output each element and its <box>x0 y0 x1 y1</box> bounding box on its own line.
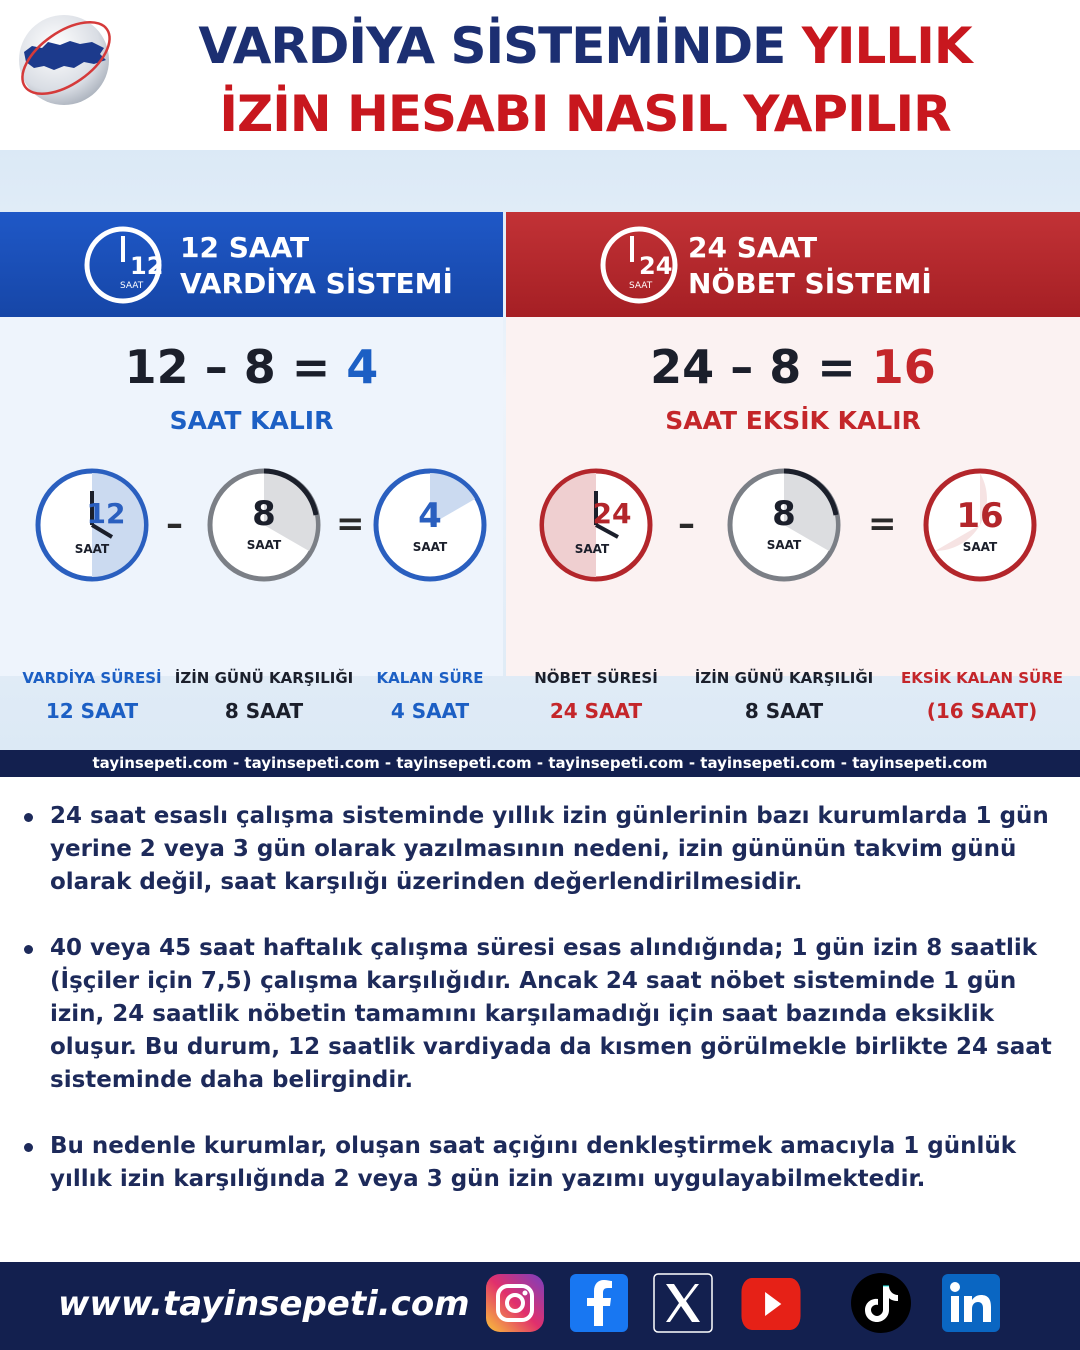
linkedin-icon[interactable] <box>940 1272 1002 1334</box>
clock-8-hours <box>204 465 324 585</box>
equals-sign: = <box>336 504 365 544</box>
clock-unit: SAAT <box>962 540 998 554</box>
clock-4-hours <box>370 465 490 585</box>
bullet-dot <box>24 945 33 954</box>
bullet-dot <box>24 813 33 822</box>
clock-unit: SAAT <box>74 542 110 556</box>
website-link[interactable]: www.tayinsepeti.com <box>58 1284 470 1324</box>
footer <box>0 1262 1080 1350</box>
formula-subtitle-12: SAAT KALIR <box>169 406 334 435</box>
panel-title-12: 12 SAAT VARDİYA SİSTEMİ <box>180 231 453 300</box>
clock-number: 16 <box>956 496 1004 536</box>
caption-leave-equivalent: İZİN GÜNÜ KARŞILIĞI 8 SAAT <box>174 669 354 723</box>
caption-leave-equivalent: İZİN GÜNÜ KARŞILIĞI 8 SAAT <box>694 669 874 723</box>
icon-number: 12 <box>130 252 164 280</box>
formula-12: 12 – 8 = 4 <box>124 340 379 394</box>
turkey-globe-logo <box>14 8 114 108</box>
clock-number: 4 <box>418 496 442 536</box>
clock-number: 12 <box>86 497 126 530</box>
panel-header-12 <box>0 212 503 317</box>
tiktok-icon[interactable] <box>850 1272 912 1334</box>
formula-result-24: 16 <box>871 340 936 394</box>
clock-unit: SAAT <box>766 538 802 552</box>
stopwatch-24-icon <box>596 222 682 308</box>
panel-24-hour-duty <box>506 212 1080 723</box>
infographic <box>0 150 1080 750</box>
equals-sign: = <box>868 504 897 544</box>
clock-unit: SAAT <box>412 540 448 554</box>
bullet-dot <box>24 1143 33 1152</box>
site-watermark-band: tayinsepeti.com - tayinsepeti.com - tayinsepeti.com - tayinsepeti.com - tayinsepeti.com - tayinsepeti.com <box>0 750 1080 777</box>
clock-unit: SAAT <box>246 538 282 552</box>
minus-sign: – <box>166 504 183 544</box>
clock-number: 8 <box>252 494 276 534</box>
caption-remaining: KALAN SÜRE 4 SAAT <box>376 669 484 723</box>
clock-unit: SAAT <box>574 542 610 556</box>
icon-unit: SAAT <box>629 281 653 291</box>
x-icon[interactable] <box>652 1272 714 1334</box>
formula-24: 24 – 8 = 16 <box>650 340 936 394</box>
header <box>0 0 1080 150</box>
formula-result-12: 4 <box>346 340 379 394</box>
caption-missing-remaining: EKSİK KALAN SÜRE (16 SAAT) <box>900 669 1064 723</box>
formula-subtitle-24: SAAT EKSİK KALIR <box>665 406 921 435</box>
caption-shift-duration: VARDİYA SÜRESİ 12 SAAT <box>22 669 162 723</box>
title-highlight: YILLIK <box>801 17 972 75</box>
stopwatch-12-icon <box>80 222 166 308</box>
clock-24-hours <box>536 465 656 585</box>
clock-number: 24 <box>592 497 632 530</box>
minus-sign: – <box>678 504 695 544</box>
youtube-icon[interactable] <box>740 1272 802 1334</box>
panel-header-24 <box>506 212 1080 317</box>
clock-12-hours <box>32 465 152 585</box>
clock-number: 8 <box>772 494 796 534</box>
page-title-line-2: İZİN HESABI NASIL YAPILIR <box>219 85 951 143</box>
caption-duty-duration: NÖBET SÜRESİ 24 SAAT <box>534 669 658 723</box>
clock-16-hours <box>920 465 1040 585</box>
panel-12-hour-shift <box>0 212 503 723</box>
clock-8-hours <box>724 465 844 585</box>
panel-title-24: 24 SAAT NÖBET SİSTEMİ <box>688 231 932 300</box>
icon-unit: SAAT <box>120 281 144 291</box>
instagram-icon[interactable] <box>484 1272 546 1334</box>
page-title-line-1: VARDİYA SİSTEMİNDE YILLIK <box>198 17 972 75</box>
facebook-icon[interactable] <box>568 1272 630 1334</box>
icon-number: 24 <box>639 252 673 280</box>
